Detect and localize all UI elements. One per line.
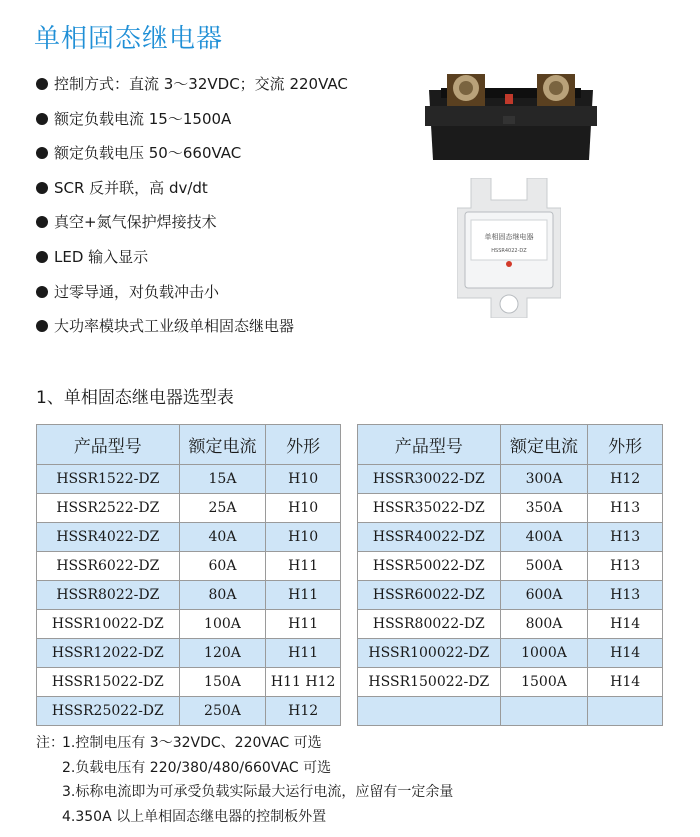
feature-text: 真空+氮气保护焊接技术 xyxy=(54,213,217,232)
table-row xyxy=(358,552,663,581)
header-shape: 外形 xyxy=(588,425,663,465)
table-row xyxy=(358,581,663,610)
cell-model: HSSR35022-DZ xyxy=(358,494,501,523)
table-row xyxy=(37,465,341,494)
feature-text: SCR 反并联，高 dv/dt xyxy=(54,178,208,197)
table-row xyxy=(358,523,663,552)
table-header-row xyxy=(37,425,341,465)
cell-current: 600A xyxy=(500,581,588,610)
table-row xyxy=(358,639,663,668)
note-item: 2.负载电压有 220/380/480/660VAC 可选 xyxy=(62,759,332,776)
bullet-dot-icon xyxy=(36,113,48,125)
header-current: 额定电流 xyxy=(179,425,266,465)
cell-current: 1000A xyxy=(500,639,588,668)
ssr-model-text: HSSR4022-DZ xyxy=(491,248,527,254)
table-row xyxy=(37,552,341,581)
cell-current: 150A xyxy=(179,668,266,697)
cell-shape: H11 xyxy=(266,581,341,610)
feature-item xyxy=(36,73,416,108)
cell-model: HSSR6022-DZ xyxy=(37,552,180,581)
feature-text: 控制方式：直流 3～32VDC；交流 220VAC xyxy=(54,75,348,93)
cell-model: HSSR2522-DZ xyxy=(37,494,180,523)
cell-current: 400A xyxy=(500,523,588,552)
cell-model: HSSR150022-DZ xyxy=(358,668,501,697)
cell-shape: H11 H12 xyxy=(266,668,341,697)
table-row xyxy=(358,494,663,523)
cell-shape: H13 xyxy=(588,581,663,610)
bullet-dot-icon xyxy=(36,216,48,228)
notes-lead: 注： xyxy=(36,735,64,751)
feature-item xyxy=(36,108,416,143)
bullet-dot-icon xyxy=(36,286,48,298)
table-row xyxy=(358,610,663,639)
table-row xyxy=(37,697,341,726)
feature-item xyxy=(36,211,416,246)
cell-model: HSSR1522-DZ xyxy=(37,465,180,494)
cell-model: HSSR40022-DZ xyxy=(358,523,501,552)
feature-item xyxy=(36,246,416,281)
cell-shape xyxy=(588,697,663,726)
cell-shape: H10 xyxy=(266,523,341,552)
header-shape: 外形 xyxy=(266,425,341,465)
cell-current: 500A xyxy=(500,552,588,581)
feature-item xyxy=(36,142,416,177)
bullet-dot-icon xyxy=(36,182,48,194)
cell-model: HSSR50022-DZ xyxy=(358,552,501,581)
table-row xyxy=(358,668,663,697)
cell-shape: H14 xyxy=(588,610,663,639)
feature-text: 大功率模块式工业级单相固态继电器 xyxy=(54,317,295,336)
selection-table-right xyxy=(357,424,663,726)
table-header-row xyxy=(358,425,663,465)
cell-current: 100A xyxy=(179,610,266,639)
table-row xyxy=(358,465,663,494)
bullet-dot-icon xyxy=(36,320,48,332)
cell-current: 800A xyxy=(500,610,588,639)
bullet-dot-icon xyxy=(36,147,48,159)
cell-model: HSSR25022-DZ xyxy=(37,697,180,726)
cell-model xyxy=(358,697,501,726)
cell-shape: H13 xyxy=(588,552,663,581)
section-title: 1、单相固态继电器选型表 xyxy=(36,388,234,408)
bullet-dot-icon xyxy=(36,251,48,263)
header-model: 产品型号 xyxy=(358,425,501,465)
feature-text: 额定负载电压 50～660VAC xyxy=(54,144,242,163)
cell-shape: H11 xyxy=(266,552,341,581)
cell-current: 40A xyxy=(179,523,266,552)
table-row xyxy=(358,697,663,726)
cell-shape: H12 xyxy=(588,465,663,494)
cell-current: 250A xyxy=(179,697,266,726)
header-model: 产品型号 xyxy=(37,425,180,465)
note-item: 1.控制电压有 3～32VDC、220VAC 可选 xyxy=(62,735,322,751)
feature-item xyxy=(36,177,416,212)
cell-current: 120A xyxy=(179,639,266,668)
note-item: 4.350A 以上单相固态继电器的控制板外置 xyxy=(62,808,327,825)
cell-shape: H10 xyxy=(266,494,341,523)
cell-current: 25A xyxy=(179,494,266,523)
cell-shape: H10 xyxy=(266,465,341,494)
cell-shape: H12 xyxy=(266,697,341,726)
feature-text: 过零导通，对负载冲击小 xyxy=(54,282,220,301)
cell-current xyxy=(500,697,588,726)
table-row xyxy=(37,668,341,697)
cell-model: HSSR8022-DZ xyxy=(37,581,180,610)
cell-current: 350A xyxy=(500,494,588,523)
feature-item xyxy=(36,315,416,350)
selection-table-left xyxy=(36,424,341,726)
cell-model: HSSR100022-DZ xyxy=(358,639,501,668)
cell-current: 1500A xyxy=(500,668,588,697)
table-row xyxy=(37,610,341,639)
cell-model: HSSR60022-DZ xyxy=(358,581,501,610)
notes xyxy=(36,731,453,829)
table-row xyxy=(37,581,341,610)
table-row xyxy=(37,494,341,523)
feature-list xyxy=(36,73,416,350)
cell-current: 60A xyxy=(179,552,266,581)
bullet-dot-icon xyxy=(36,78,48,90)
table-row xyxy=(37,639,341,668)
cell-shape: H13 xyxy=(588,523,663,552)
note-item: 3.标称电流即为可承受负载实际最大运行电流，应留有一定余量 xyxy=(62,784,454,800)
cell-shape: H14 xyxy=(588,639,663,668)
cell-shape: H11 xyxy=(266,610,341,639)
cell-current: 80A xyxy=(179,581,266,610)
header-current: 额定电流 xyxy=(500,425,588,465)
cell-current: 15A xyxy=(179,465,266,494)
feature-text: 额定负载电流 15～1500A xyxy=(54,109,232,128)
page-title: 单相固态继电器 xyxy=(34,24,224,54)
cell-model: HSSR10022-DZ xyxy=(37,610,180,639)
cell-model: HSSR30022-DZ xyxy=(358,465,501,494)
cell-model: HSSR12022-DZ xyxy=(37,639,180,668)
cell-model: HSSR80022-DZ xyxy=(358,610,501,639)
ssr-relay-image xyxy=(457,178,561,318)
ssr-label-text: 单相固态继电器 xyxy=(484,233,534,241)
feature-item xyxy=(36,281,416,316)
cell-current: 300A xyxy=(500,465,588,494)
table-row xyxy=(37,523,341,552)
cell-model: HSSR4022-DZ xyxy=(37,523,180,552)
module-relay-image xyxy=(425,70,597,160)
feature-text: LED 输入显示 xyxy=(54,247,149,266)
cell-model: HSSR15022-DZ xyxy=(37,668,180,697)
cell-shape: H13 xyxy=(588,494,663,523)
cell-shape: H14 xyxy=(588,668,663,697)
cell-shape: H11 xyxy=(266,639,341,668)
